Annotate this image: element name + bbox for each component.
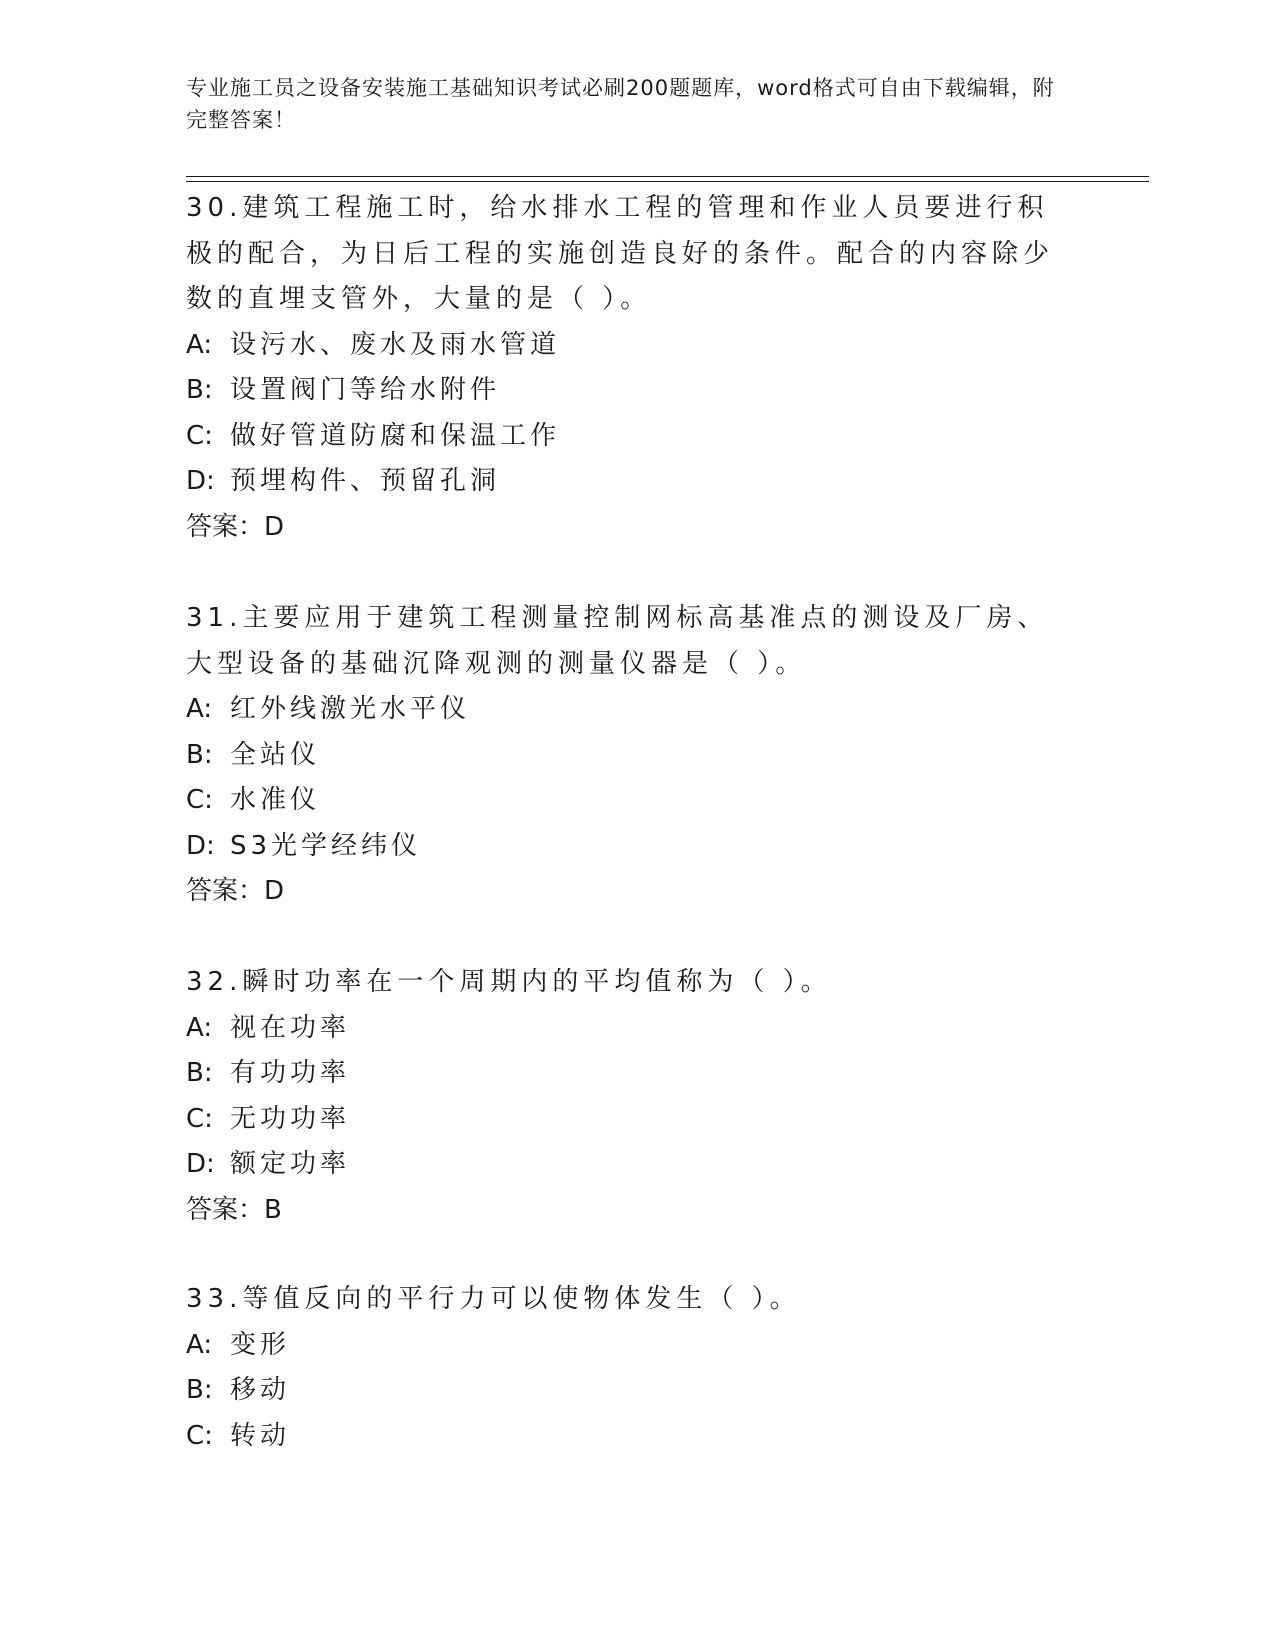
option-a <box>186 1323 1066 1369</box>
answer-value: D <box>264 511 287 542</box>
question-33 <box>186 1277 1066 1459</box>
option-letter: D: <box>186 1149 215 1179</box>
option-text: 设污水、废水及雨水管道 <box>230 329 561 360</box>
option-letter: A: <box>186 329 213 360</box>
option-text: 设置阀门等给水附件 <box>230 375 501 405</box>
option-letter: A: <box>186 1012 213 1043</box>
option-b <box>186 1368 1066 1414</box>
question-30 <box>186 186 1066 550</box>
question-stem: 31.主要应用于建筑工程测量控制网标高基准点的测设及厂房、大型设备的基础沉降观测的测量仪器是（ ）。 <box>186 603 1049 679</box>
answer-line <box>186 1188 1066 1234</box>
option-a <box>186 1006 1066 1052</box>
header-divider-bottom <box>186 181 1149 182</box>
option-text: 预埋构件、预留孔洞 <box>230 466 501 496</box>
option-letter: A: <box>186 1329 213 1360</box>
option-b <box>186 368 1066 414</box>
option-text: 水准仪 <box>230 785 321 815</box>
option-d <box>186 824 1066 870</box>
option-letter: C: <box>186 1420 213 1451</box>
question-stem: 33.等值反向的平行力可以使物体发生（ ）。 <box>186 1284 801 1314</box>
option-text: 全站仪 <box>230 739 321 770</box>
answer-label: 答案： <box>186 876 265 906</box>
option-c <box>186 778 1066 824</box>
option-letter: C: <box>186 420 213 451</box>
answer-label: 答案： <box>186 1194 265 1225</box>
question-stem: 32.瞬时功率在一个周期内的平均值称为（ ）。 <box>186 967 832 997</box>
answer-value: B <box>264 1194 284 1225</box>
option-a <box>186 687 1066 733</box>
option-c <box>186 1414 1066 1460</box>
option-text: 视在功率 <box>230 1012 351 1043</box>
option-text: 移动 <box>230 1375 291 1405</box>
question-32 <box>186 960 1066 1233</box>
option-text: 变形 <box>230 1329 291 1360</box>
option-b <box>186 1051 1066 1097</box>
option-text: 红外线激光水平仪 <box>230 694 471 724</box>
option-text: 有功功率 <box>230 1058 351 1088</box>
option-letter: B: <box>186 375 213 405</box>
answer-line <box>186 869 1066 915</box>
question-31 <box>186 596 1066 915</box>
option-letter: B: <box>186 739 213 770</box>
option-letter: B: <box>186 1058 213 1088</box>
option-a <box>186 323 1066 369</box>
option-text: 额定功率 <box>230 1149 351 1179</box>
answer-line <box>186 505 1066 551</box>
answer-label: 答案： <box>186 511 265 542</box>
option-d <box>186 459 1066 505</box>
option-letter: C: <box>186 785 213 815</box>
header-divider-top <box>186 176 1149 177</box>
option-b <box>186 733 1066 779</box>
option-text: 转动 <box>230 1420 291 1451</box>
option-text: 做好管道防腐和保温工作 <box>230 420 561 451</box>
option-text: S3光学经纬仪 <box>230 830 422 861</box>
question-stem: 30.建筑工程施工时，给水排水工程的管理和作业人员要进行积极的配合，为日后工程的实施创造良好的条件。配合的内容除少数的直埋支管外，大量的是（ ）。 <box>186 193 1055 314</box>
option-text: 无功功率 <box>230 1103 351 1134</box>
option-c <box>186 1097 1066 1143</box>
option-c <box>186 414 1066 460</box>
document-header: 专业施工员之设备安装施工基础知识考试必刷200题题库，word格式可自由下载编辑，附完整答案！ <box>186 76 1055 132</box>
answer-value: D <box>264 876 287 906</box>
option-letter: D: <box>186 466 215 496</box>
option-d <box>186 1142 1066 1188</box>
option-letter: B: <box>186 1375 213 1405</box>
option-letter: D: <box>186 830 215 861</box>
option-letter: A: <box>186 694 213 724</box>
option-letter: C: <box>186 1103 213 1134</box>
